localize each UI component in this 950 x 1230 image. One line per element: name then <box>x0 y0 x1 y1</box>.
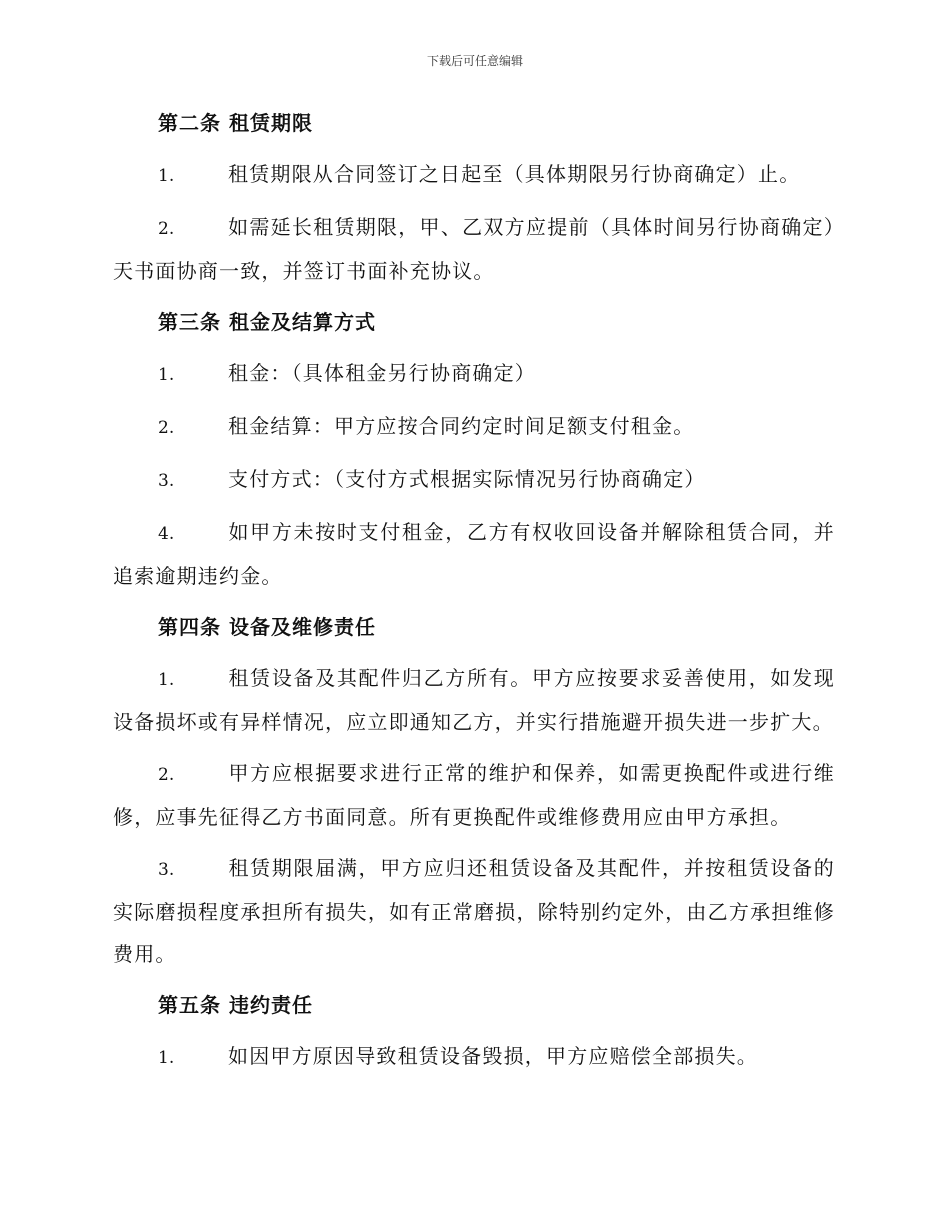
clause-text: 租赁设备及其配件归乙方所有。甲方应按要求妥善使用，如发现设备损坏或有异样情况，应立即通知乙方，并实行措施避开损失进一步扩大。 <box>113 666 835 734</box>
clause-text: 支付方式：（支付方式根据实际情况另行协商确定） <box>228 467 706 491</box>
section-lease-term <box>113 102 835 292</box>
clause <box>113 657 835 743</box>
clause-number: 1. <box>158 365 175 385</box>
clause <box>113 352 835 396</box>
clause-text: 如甲方未按时支付租金，乙方有权收回设备并解除租赁合同，并追索逾期违约金。 <box>113 520 835 588</box>
section-heading: 第三条 租金及结算方式 <box>158 310 376 334</box>
clause-number: 2. <box>158 765 175 785</box>
clause <box>113 405 835 449</box>
clause-number: 2. <box>158 418 175 438</box>
section-equipment-maintenance <box>113 606 835 975</box>
section-breach-liability <box>113 984 835 1079</box>
clause <box>113 458 835 502</box>
clause-number: 3. <box>158 860 175 880</box>
page-header-note: 下载后可任意编辑 <box>426 54 523 68</box>
clause-text: 租金：（具体租金另行协商确定） <box>228 361 536 385</box>
clause <box>113 847 835 975</box>
section-rent-settlement <box>113 301 835 597</box>
clause-text: 如需延长租赁期限，甲、乙双方应提前（具体时间另行协商确定）天书面协商一致，并签订书面补充协议。 <box>113 215 835 283</box>
section-heading: 第四条 设备及维修责任 <box>158 615 376 639</box>
clause-number: 1. <box>158 1048 175 1068</box>
clause <box>113 752 835 838</box>
clause-number: 4. <box>158 524 175 544</box>
clause <box>113 206 835 292</box>
clause-number: 1. <box>158 166 175 186</box>
clause-number: 1. <box>158 670 175 690</box>
section-heading: 第五条 违约责任 <box>158 993 313 1017</box>
clause <box>113 153 835 197</box>
clause-text: 甲方应根据要求进行正常的维护和保养，如需更换配件或进行维修，应事先征得乙方书面同意。所有更换配件或维修费用应由甲方承担。 <box>113 761 835 829</box>
clause-text: 租金结算：甲方应按合同约定时间足额支付租金。 <box>228 414 695 438</box>
clause-text: 租赁期限从合同签订之日起至（具体期限另行协商确定）止。 <box>228 162 801 186</box>
document-body <box>113 102 835 1088</box>
clause <box>113 1035 835 1079</box>
clause-number: 2. <box>158 219 175 239</box>
clause-text: 如因甲方原因导致租赁设备毁损，甲方应赔偿全部损失。 <box>228 1044 758 1068</box>
clause <box>113 511 835 597</box>
section-heading: 第二条 租赁期限 <box>158 111 313 135</box>
clause-text: 租赁期限届满，甲方应归还租赁设备及其配件，并按租赁设备的实际磨损程度承担所有损失，如有正常磨损，除特别约定外，由乙方承担维修费用。 <box>113 856 835 966</box>
clause-number: 3. <box>158 471 175 491</box>
